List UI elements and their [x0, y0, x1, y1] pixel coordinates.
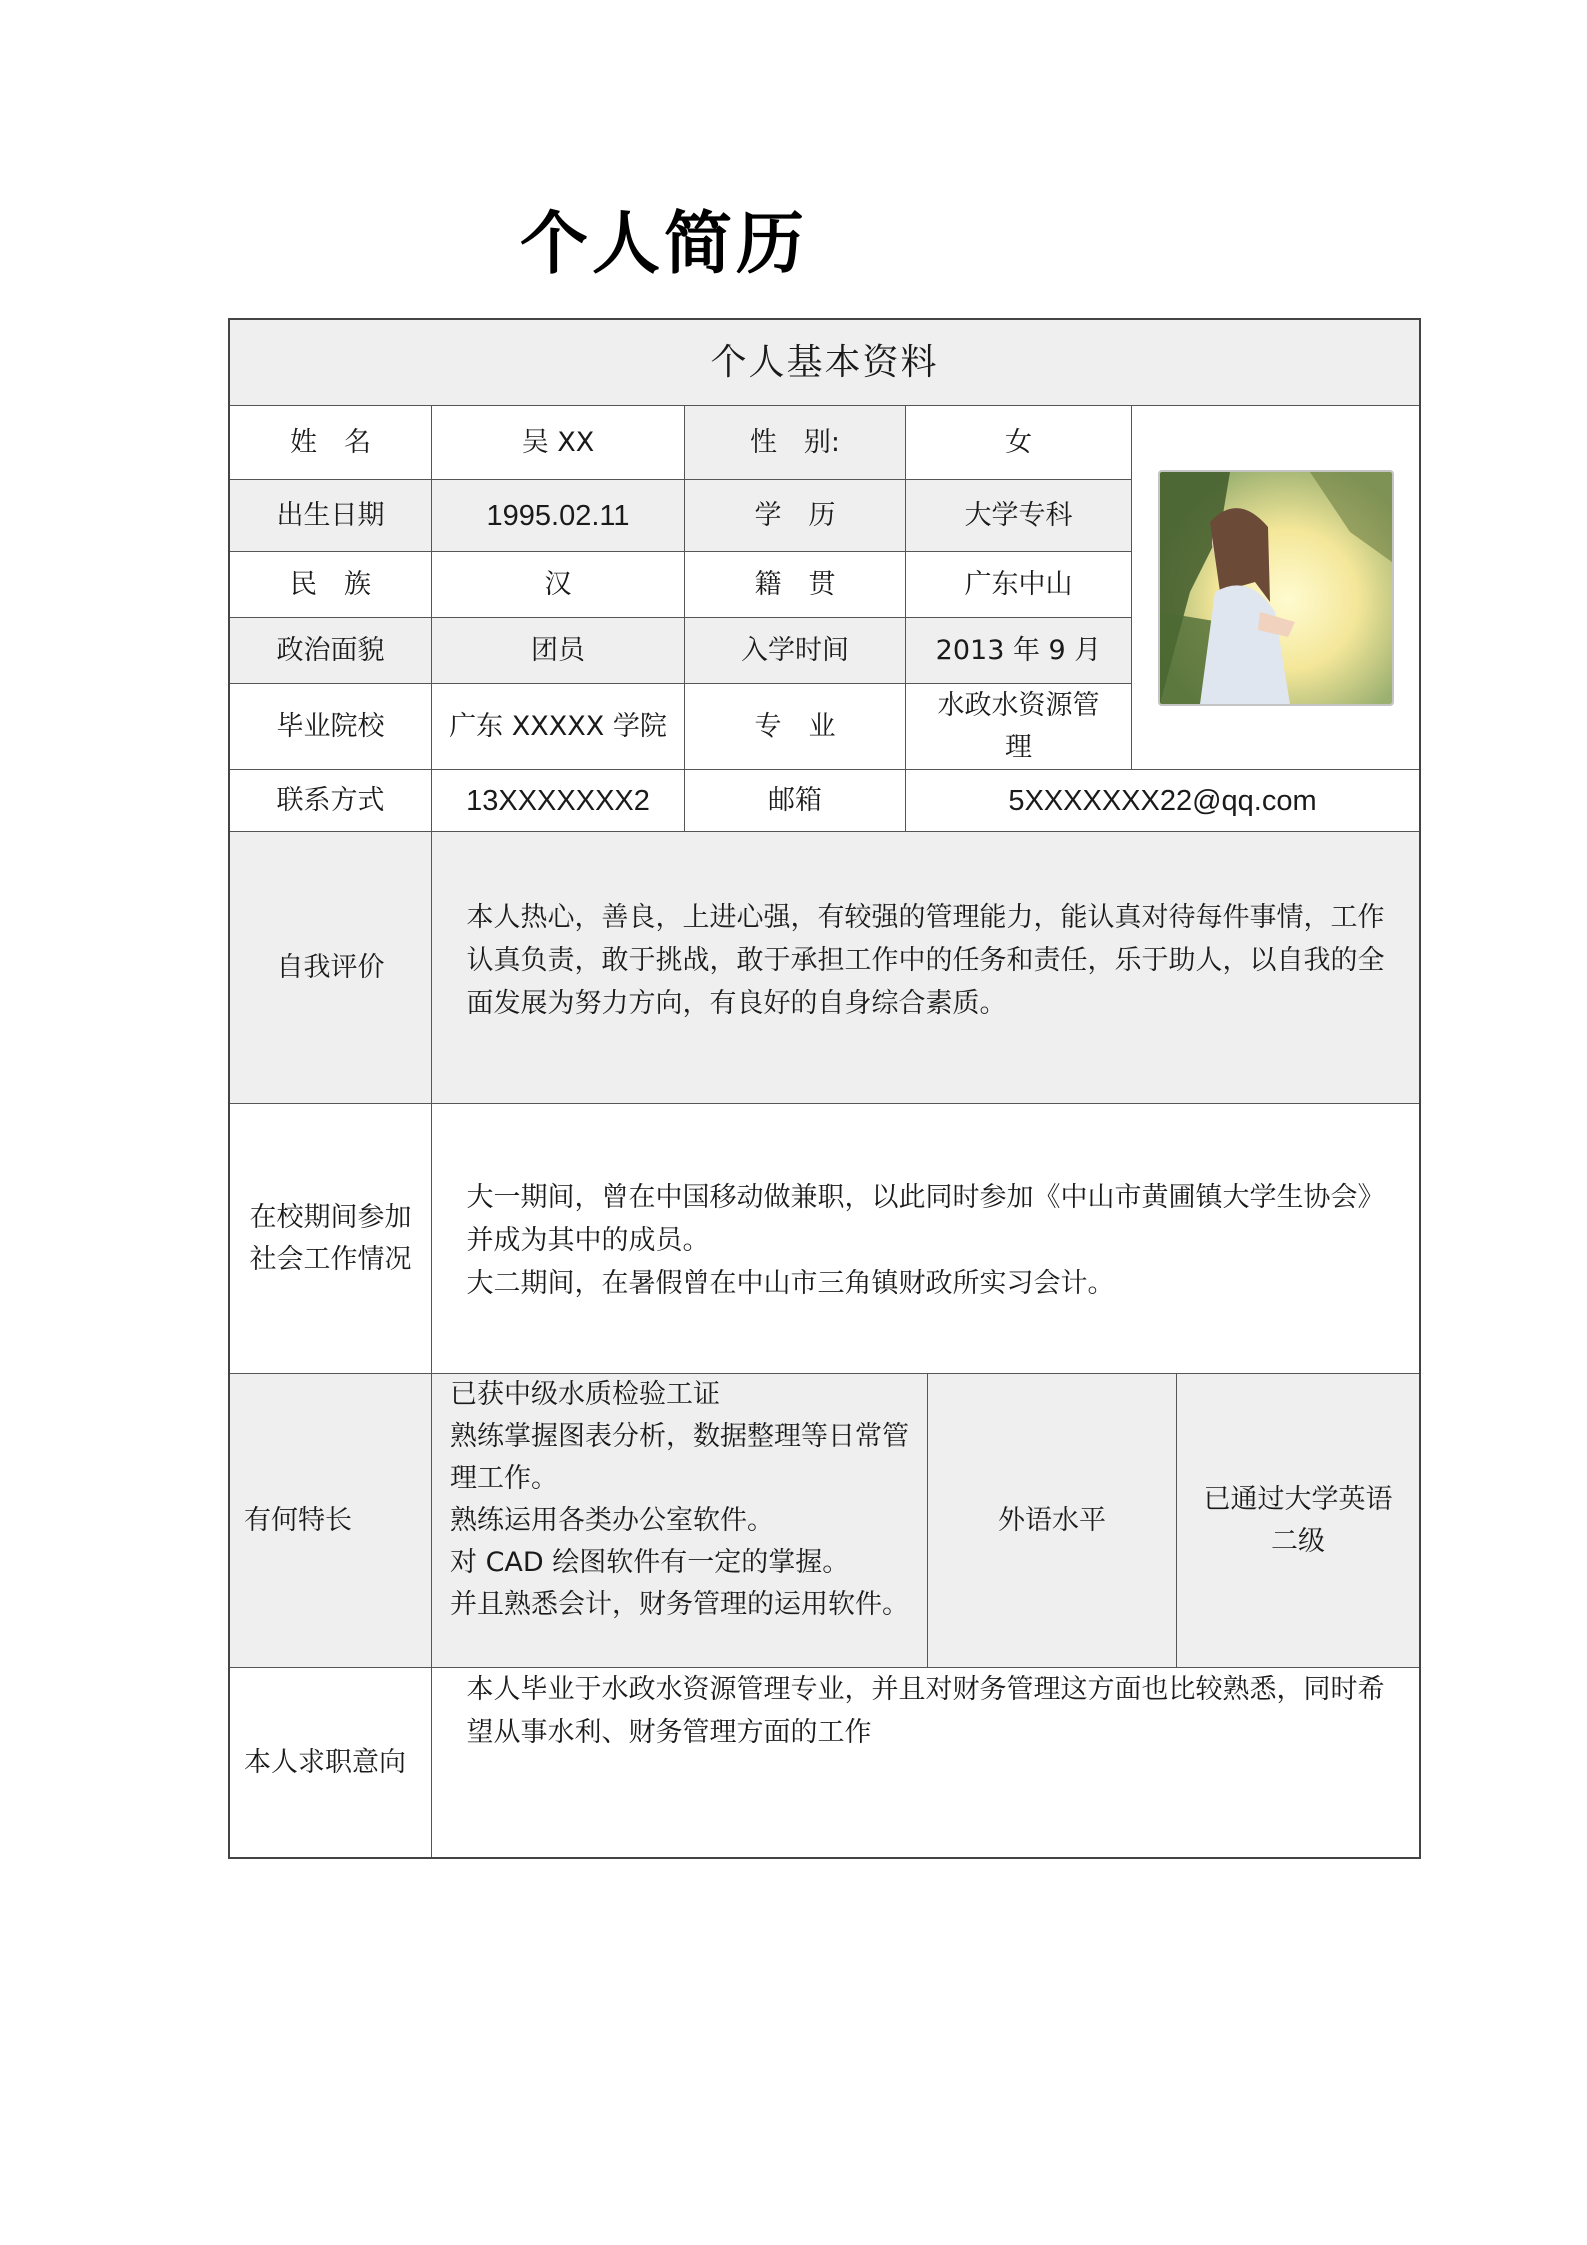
school-label: 毕业院校: [230, 684, 432, 770]
social-label-line: 社会工作情况: [249, 1243, 412, 1275]
section-header: 个人基本资料: [230, 320, 1419, 406]
birth-value: 1995.02.11: [432, 480, 685, 552]
self-eval-label: 自我评价: [230, 832, 432, 1104]
gender-value: 女: [906, 406, 1132, 480]
page-title: 个人简历: [520, 205, 809, 284]
language-value-line: 已通过大学英语: [1203, 1483, 1393, 1515]
skills-line: 对 CAD 绘图软件有一定的掌握。: [450, 1547, 850, 1578]
gender-label: 性 别:: [685, 406, 906, 480]
intention-line: 本人毕业于水政水资源管理专业，并且对财务管理这方面也比较熟悉，同时希: [466, 1674, 1385, 1705]
photo-cell: [1132, 406, 1419, 770]
skills-label: 有何特长: [230, 1374, 432, 1668]
self-eval-text: [432, 832, 1419, 1104]
origin-value: 广东中山: [906, 552, 1132, 618]
political-value: 团员: [432, 618, 685, 684]
skills-line: 熟练掌握图表分析，数据整理等日常管: [450, 1421, 909, 1452]
intention-line: 望从事水利、财务管理方面的工作: [466, 1717, 872, 1748]
portrait-photo-icon: [1160, 472, 1392, 704]
name-label: 姓 名: [230, 406, 432, 480]
skills-text: [432, 1374, 928, 1668]
skills-line: 并且熟悉会计，财务管理的运用软件。: [450, 1589, 909, 1620]
contact-value: 13XXXXXXX2: [432, 770, 685, 832]
skills-line: 已获中级水质检验工证: [450, 1379, 720, 1410]
name-value: 吴 XX: [432, 406, 685, 480]
contact-label: 联系方式: [230, 770, 432, 832]
social-line: 并成为其中的成员。: [466, 1225, 710, 1256]
resume-table: [228, 318, 1421, 1859]
ethnic-label: 民 族: [230, 552, 432, 618]
intention-label: 本人求职意向: [230, 1668, 432, 1857]
email-label: 邮箱: [685, 770, 906, 832]
self-eval-line: 本人热心，善良，上进心强，有较强的管理能力，能认真对待每件事情，工作: [466, 902, 1385, 933]
skills-line: 熟练运用各类办公室软件。: [450, 1505, 774, 1536]
language-label: 外语水平: [928, 1374, 1177, 1668]
birth-label: 出生日期: [230, 480, 432, 552]
enroll-label: 入学时间: [685, 618, 906, 684]
intention-text: [432, 1668, 1419, 1857]
social-line: 大二期间，在暑假曾在中山市三角镇财政所实习会计。: [466, 1268, 1115, 1299]
self-eval-line: 认真负责，敢于挑战，敢于承担工作中的任务和责任，乐于助人，以自我的全: [466, 945, 1385, 976]
education-label: 学 历: [685, 480, 906, 552]
origin-label: 籍 贯: [685, 552, 906, 618]
self-eval-line: 面发展为努力方向，有良好的自身综合素质。: [466, 988, 1007, 1019]
language-value-line: 二级: [1271, 1525, 1325, 1557]
social-label: [230, 1104, 432, 1374]
major-value-line: 水政水资源管: [937, 689, 1100, 721]
social-line: 大一期间，曾在中国移动做兼职，以此同时参加《中山市黄圃镇大学生协会》: [466, 1182, 1385, 1213]
email-value: 5XXXXXXX22@qq.com: [906, 770, 1419, 832]
portrait-photo: [1158, 470, 1394, 706]
enroll-value: 2013 年 9 月: [906, 618, 1132, 684]
language-value: [1177, 1374, 1419, 1668]
ethnic-value: 汉: [432, 552, 685, 618]
education-value: 大学专科: [906, 480, 1132, 552]
major-value: [906, 684, 1132, 770]
political-label: 政治面貌: [230, 618, 432, 684]
skills-line: 理工作。: [450, 1463, 558, 1494]
social-text: [432, 1104, 1419, 1374]
social-label-line: 在校期间参加: [249, 1201, 412, 1233]
school-value: 广东 XXXXX 学院: [432, 684, 685, 770]
major-value-line: 理: [1005, 731, 1032, 763]
major-label: 专 业: [685, 684, 906, 770]
